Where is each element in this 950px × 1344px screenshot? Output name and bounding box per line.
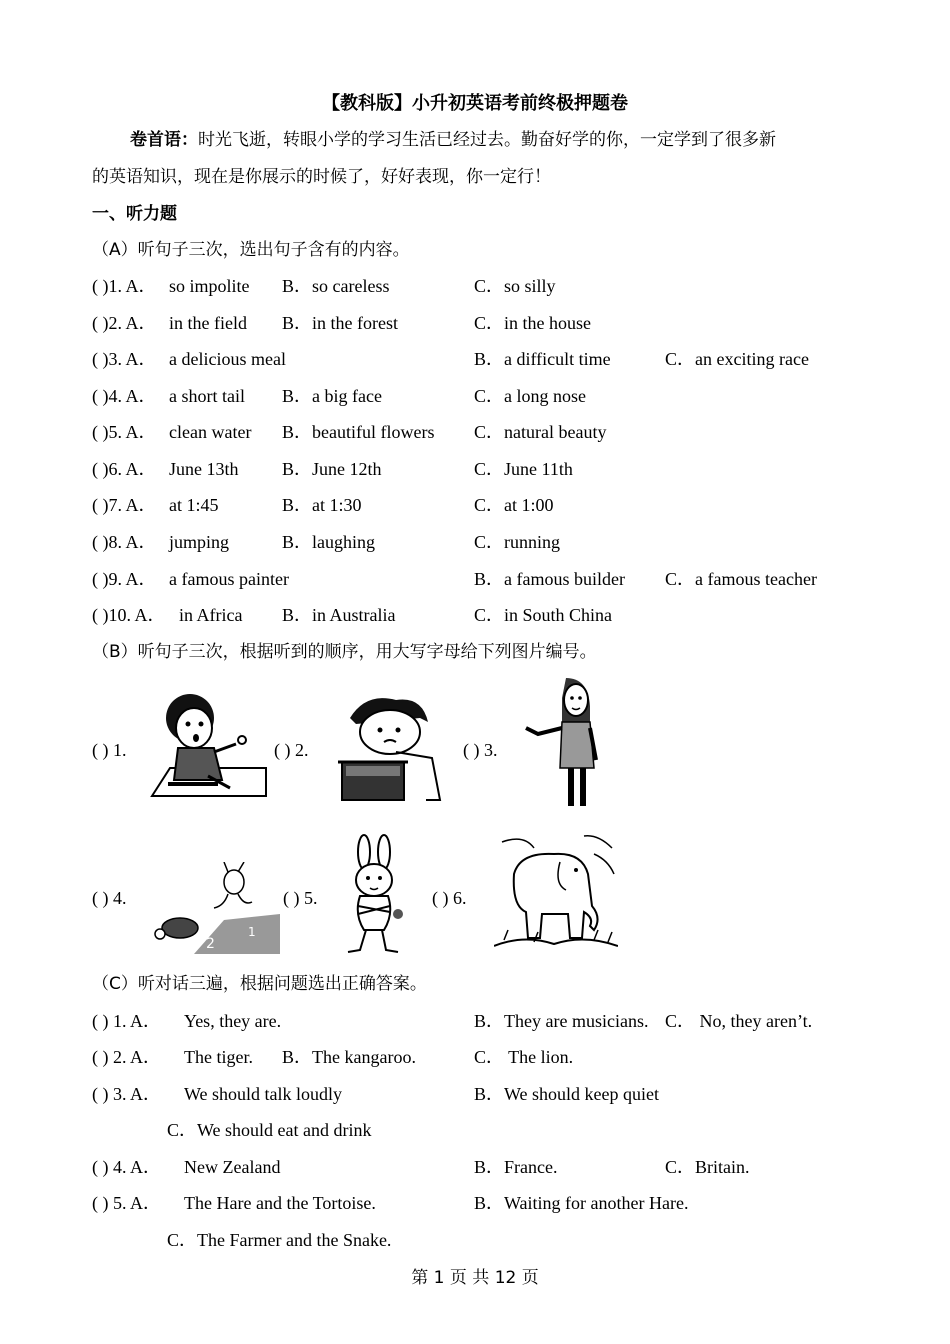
option-b: B．They are musicians.	[474, 1011, 649, 1031]
svg-text:1: 1	[248, 925, 256, 939]
question-number: ( )2. A．	[92, 313, 157, 333]
picture-item-label: ( ) 2.	[274, 740, 309, 760]
option-c: C．an exciting race	[665, 349, 809, 369]
option-c: C．running	[474, 532, 561, 552]
picture-item-label: ( ) 6.	[432, 888, 467, 908]
question-number: ( )3. A．	[92, 349, 157, 369]
picture-item-label: ( ) 5.	[283, 888, 318, 908]
option-c: C．The Farmer and the Snake.	[167, 1230, 392, 1250]
option-a: clean water	[169, 422, 252, 442]
option-b: B．in the forest	[282, 313, 398, 333]
question-number: ( )5. A．	[92, 422, 157, 442]
option-c: C．in South China	[474, 605, 613, 625]
question-number: ( ) 4. A．	[92, 1157, 161, 1177]
question-number: ( ) 2. A．	[92, 1047, 161, 1067]
question-number: ( ) 5. A．	[92, 1193, 161, 1213]
option-c: C． No, they aren’t.	[665, 1011, 813, 1031]
part-c-instruction: （C）听对话三遍，根据问题选出正确答案。	[92, 974, 427, 994]
girl-cooking-icon	[148, 688, 270, 800]
option-b: B．France.	[474, 1157, 558, 1177]
option-b: B．laughing	[282, 532, 375, 552]
page-footer: 第 1 页 共 12 页	[411, 1268, 539, 1288]
option-b: B．The kangaroo.	[282, 1047, 416, 1067]
option-b: B．beautiful flowers	[282, 422, 435, 442]
option-b: B．in Australia	[282, 605, 396, 625]
question-number: ( ) 1. A．	[92, 1011, 161, 1031]
option-b: B．a big face	[282, 386, 382, 406]
elephant-icon	[494, 834, 618, 954]
question-number: ( )8. A．	[92, 532, 157, 552]
option-c: C．Britain.	[665, 1157, 750, 1177]
option-a: at 1:45	[169, 495, 219, 515]
option-a: a delicious meal	[169, 349, 286, 369]
option-b: B．a difficult time	[474, 349, 611, 369]
option-a: jumping	[169, 532, 230, 552]
question-number: ( )7. A．	[92, 495, 157, 515]
option-c: C．natural beauty	[474, 422, 607, 442]
option-c: C． The lion.	[474, 1047, 574, 1067]
question-number: ( )1. A．	[92, 276, 157, 296]
option-b: B．a famous builder	[474, 569, 625, 589]
option-c: C．a famous teacher	[665, 569, 817, 589]
option-c: C．at 1:00	[474, 495, 554, 515]
option-c: C．so silly	[474, 276, 556, 296]
option-a: so impolite	[169, 276, 250, 296]
option-b: B．June 12th	[282, 459, 382, 479]
option-c: C．a long nose	[474, 386, 586, 406]
part-a-instruction: （A）听句子三次，选出句子含有的内容。	[92, 240, 410, 260]
section-heading-listening: 一、听力题	[92, 204, 177, 224]
option-a: in Africa	[179, 605, 243, 625]
option-b: B．at 1:30	[282, 495, 362, 515]
page-title: 【教科版】小升初英语考前终极押题卷	[322, 93, 628, 114]
option-a: in the field	[169, 313, 247, 333]
picture-item-label: ( ) 1.	[92, 740, 127, 760]
boy-box-icon	[336, 688, 454, 804]
question-number: ( )10. A．	[92, 605, 166, 625]
preface-label: 卷首语：	[130, 130, 198, 150]
option-a: New Zealand	[184, 1157, 281, 1177]
option-b: B．Waiting for another Hare.	[474, 1193, 689, 1213]
question-number: ( )4. A．	[92, 386, 157, 406]
question-number: ( ) 3. A．	[92, 1084, 161, 1104]
part-b-instruction: （B）听句子三次，根据听到的顺序，用大写字母给下列图片编号。	[92, 642, 597, 662]
preface-text-1: 时光飞逝，转眼小学的学习生活已经过去。勤奋好学的你，一定学到了很多新	[198, 130, 776, 150]
option-c: C．June 11th	[474, 459, 573, 479]
option-a: a famous painter	[169, 569, 289, 589]
woman-waving-icon	[522, 676, 612, 808]
option-a: We should talk loudly	[184, 1084, 343, 1104]
option-c: C．in the house	[474, 313, 591, 333]
option-a: June 13th	[169, 459, 239, 479]
hare-tortoise-race-icon	[154, 862, 280, 954]
picture-item-label: ( ) 4.	[92, 888, 127, 908]
option-a: The tiger.	[184, 1047, 253, 1067]
rabbit-arms-crossed-icon	[340, 834, 414, 956]
option-c: C．We should eat and drink	[167, 1120, 372, 1140]
option-a: Yes, they are.	[184, 1011, 282, 1031]
option-a: a short tail	[169, 386, 245, 406]
picture-item-label: ( ) 3.	[463, 740, 498, 760]
question-number: ( )6. A．	[92, 459, 157, 479]
option-b: B．We should keep quiet	[474, 1084, 660, 1104]
svg-text:2: 2	[206, 936, 215, 952]
preface-line1	[130, 129, 776, 151]
option-a: The Hare and the Tortoise.	[184, 1193, 376, 1213]
preface-line2: 的英语知识，现在是你展示的时候了，好好表现，你一定行！	[92, 167, 551, 187]
option-b: B．so careless	[282, 276, 390, 296]
question-number: ( )9. A．	[92, 569, 157, 589]
